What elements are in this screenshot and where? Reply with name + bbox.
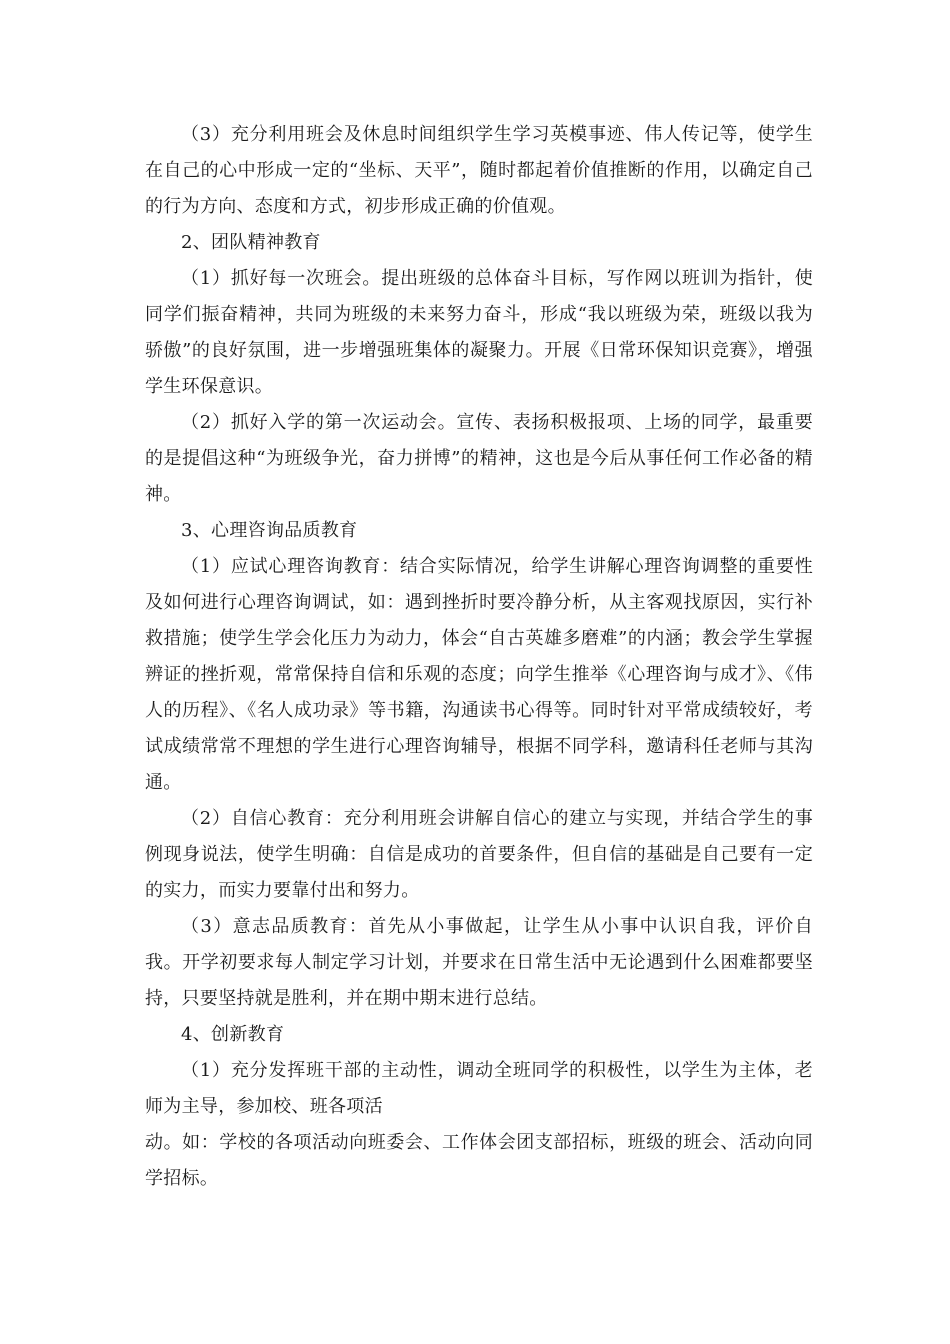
paragraph-innovation-1a: （1）充分发挥班干部的主动性，调动全班同学的积极性，以学生为主体，老师为主导，参加校、班各项活: [145, 1060, 813, 1117]
section-heading-innovation: 4、创新教育: [181, 1024, 285, 1045]
section-heading-team-spirit: 2、团队精神教育: [181, 232, 321, 253]
section-heading-psychology: 3、心理咨询品质教育: [181, 520, 358, 541]
paragraph-team-spirit-2: （2）抓好入学的第一次运动会。宣传、表扬积极报项、上场的同学，最重要的是提倡这种“为班级争光，奋力拼博”的精神，这也是今后从事任何工作必备的精神。: [145, 412, 813, 505]
paragraph-team-spirit-1: （1）抓好每一次班会。提出班级的总体奋斗目标，写作网以班训为指针，使同学们振奋精神，共同为班级的未来努力奋斗，形成“我以班级为荣，班级以我为骄傲”的良好氛围，进一步增强班集体的凝聚力。开展《日常环保知识竞赛》，增强学生环保意识。: [145, 268, 813, 397]
paragraph-innovation-1b: 动。如：学校的各项活动向班委会、工作体会团支部招标，班级的班会、活动向同学招标。: [145, 1132, 813, 1189]
document-body: [145, 117, 813, 1197]
paragraph-psychology-3: （3）意志品质教育：首先从小事做起，让学生从小事中认识自我，评价自我。开学初要求每人制定学习计划，并要求在日常生活中无论遇到什么困难都要坚持，只要坚持就是胜利，并在期中期末进行总结。: [145, 916, 813, 1009]
paragraph-psychology-1: （1）应试心理咨询教育：结合实际情况，给学生讲解心理咨询调整的重要性及如何进行心理咨询调试，如：遇到挫折时要冷静分析，从主客观找原因，实行补救措施；使学生学会化压力为动力，体会“自古英雄多磨难”的内涵；教会学生掌握辨证的挫折观，常常保持自信和乐观的态度；向学生推举《心理咨询与成才》、《伟人的历程》、《名人成功录》等书籍，沟通读书心得等。同时针对平常成绩较好，考试成绩常常不理想的学生进行心理咨询辅导，根据不同学科，邀请科任老师与其沟通。: [145, 556, 813, 793]
paragraph-psychology-2: （2）自信心教育：充分利用班会讲解自信心的建立与实现，并结合学生的事例现身说法，使学生明确：自信是成功的首要条件，但自信的基础是自己要有一定的实力，而实力要靠付出和努力。: [145, 808, 813, 901]
paragraph-value-education-3: （3）充分利用班会及休息时间组织学生学习英模事迹、伟人传记等，使学生在自己的心中形成一定的“坐标、天平”，随时都起着价值推断的作用，以确定自己的行为方向、态度和方式，初步形成正确的价值观。: [145, 124, 813, 217]
